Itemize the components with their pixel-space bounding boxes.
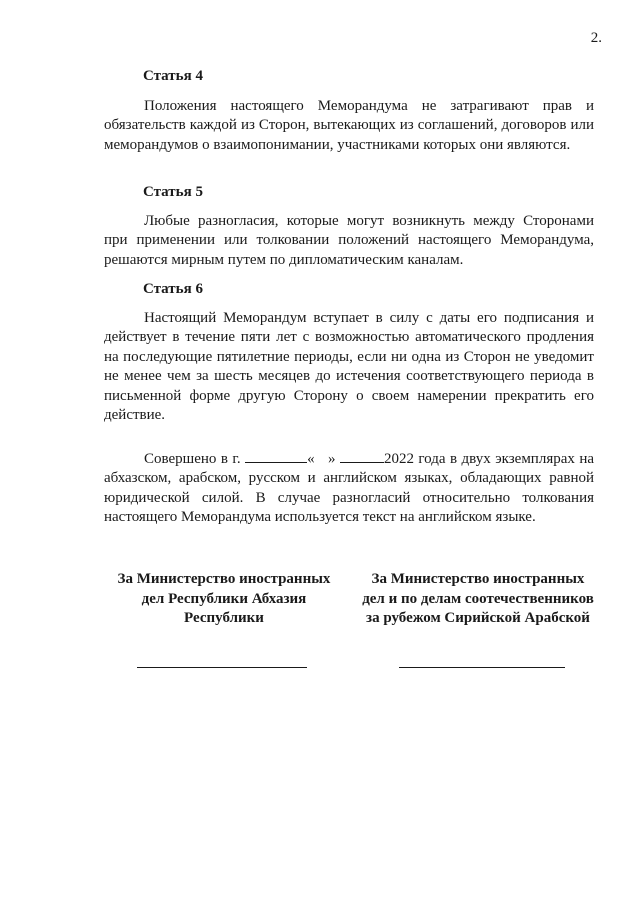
signatory-right [350,570,606,629]
signature-line-right [399,667,565,668]
article-6-text: Настоящий Меморандум вступает в силу с даты его подписания и действует в течение пяти лет с возможностью автоматического продления на последующие пятилетние периоды, если ни одна из Сторон не уведомит не менее чем за шесть месяцев до истечения соответствующего периода в письменной форме другую Сторону о своем намерении прекратить его действие. [104,310,594,424]
signatory-left-line-1: За Министерство иностранных [117,571,331,587]
quote-close: » [327,451,336,467]
signatory-left-line-2: дел Республики Абхазия [141,590,307,607]
signatory-left [106,570,342,629]
signatory-right-line-1: За Министерство иностранных [371,571,585,587]
article-6-heading: Статья 6 [143,281,203,297]
signature-line-left [137,667,307,668]
signatory-right-line-3: за рубежом Сирийской Арабской [366,610,590,626]
closing-prefix: Совершено в г. [144,451,241,467]
month-blank [340,449,384,463]
quote-open: « [307,451,315,467]
closing-paragraph [104,449,594,528]
article-4-text: Положения настоящего Меморандума не затрагивают прав и обязательств каждой из Сторон, вытекающих из соглашений, договоров или меморандумов о взаимопонимании, участниками которых они являются. [104,98,594,153]
article-5-heading: Статья 5 [143,184,203,200]
city-blank [245,449,307,463]
signatory-left-line-3: Республики [184,610,264,626]
page-number: 2. [590,30,602,46]
signatory-right-line-2: дел и по делам соотечественников [362,590,594,607]
article-4-heading: Статья 4 [143,68,203,84]
article-5-text: Любые разногласия, которые могут возникнуть между Сторонами при применении или толковании положений настоящего Меморандума, решаются мирным путем по дипломатическим каналам. [104,213,594,268]
closing-rest: 2022 года в двух экземплярах на абхазском, арабском, русском и английском языках, обладающих равной юридической силой. В случае разногласий относительно толкования настоящего Меморандума используется текст на английском языке. [104,451,595,526]
